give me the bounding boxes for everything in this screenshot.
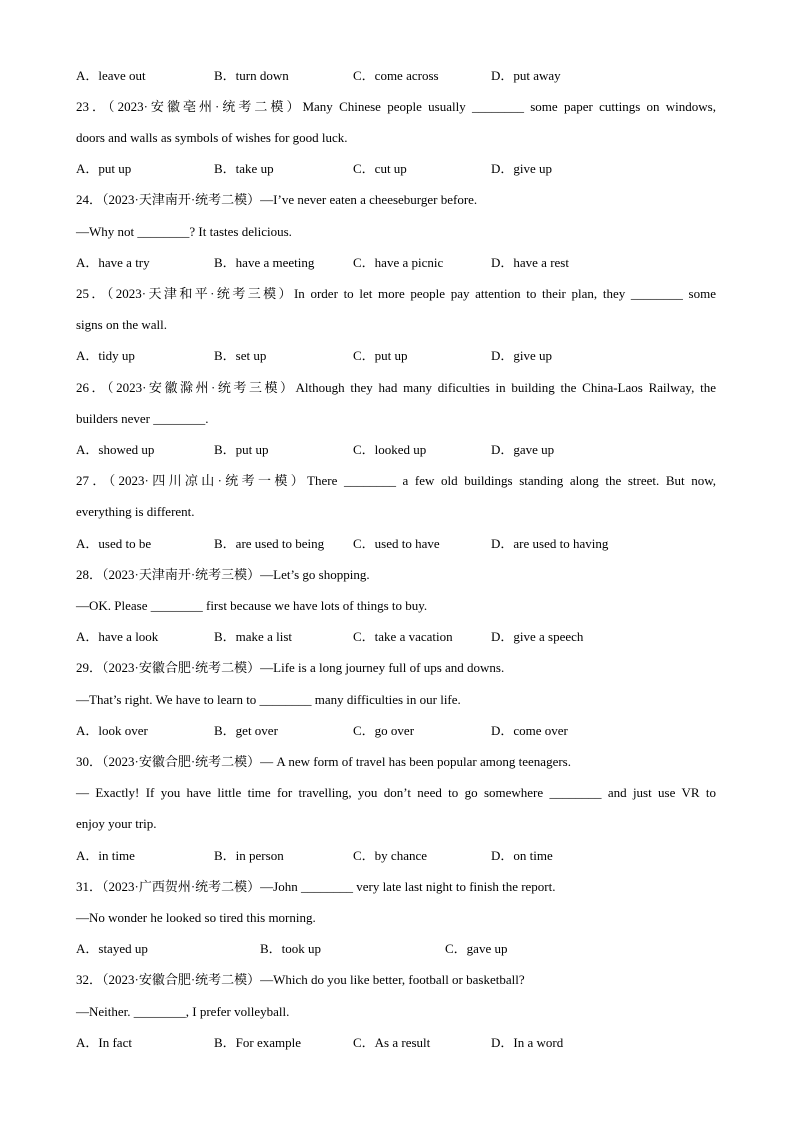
q23-options <box>76 159 716 179</box>
q24-option-c: C．have a picnic <box>353 255 444 270</box>
q29-option-a: A．look over <box>76 723 148 738</box>
q27-stem-line2: everything is different. <box>76 504 195 519</box>
q22-option-d: D．put away <box>491 68 561 83</box>
q24-option-d: D．have a rest <box>491 255 569 270</box>
q27-option-b: B．are used to being <box>214 536 325 551</box>
q26-options <box>76 440 716 460</box>
q23-option-a: A．put up <box>76 161 132 176</box>
q32-options <box>76 1033 716 1053</box>
q24-options <box>76 253 716 273</box>
q28-option-d: D．give a speech <box>491 629 584 644</box>
q27-option-a: A．used to be <box>76 536 152 551</box>
q32-option-a: A．In fact <box>76 1035 132 1050</box>
q22-option-b: B．turn down <box>214 68 289 83</box>
q26-option-b: B．put up <box>214 442 269 457</box>
q25-stem-line2: signs on the wall. <box>76 317 167 332</box>
q30-stem-line3: enjoy your trip. <box>76 816 157 831</box>
q30-stem-line1: 30．（2023·安徽合肥·统考二模）— A new form of travel has been popular among teenagers. <box>76 754 571 769</box>
q25-stem-line1: 25．（2023·天津和平·统考三模）In order to let more people pay attention to their plan, they ________ some <box>76 286 716 301</box>
q27-options <box>76 534 716 554</box>
q30-option-d: D．on time <box>491 848 553 863</box>
q27-stem-line1: 27．（2023·四川凉山·统考一模）There ________ a few old buildings standing along the street. But now, <box>76 473 716 488</box>
q32-option-d: D．In a word <box>491 1035 564 1050</box>
q31-option-b: B．took up <box>260 941 322 956</box>
q25-option-a: A．tidy up <box>76 348 135 363</box>
q31-stem-line2: —No wonder he looked so tired this morning. <box>76 910 316 925</box>
q28-stem-line2: —OK. Please ________ first because we have lots of things to buy. <box>76 598 428 613</box>
q22-options <box>76 66 716 86</box>
q29-stem-line2: —That’s right. We have to learn to ________ many difficulties in our life. <box>76 692 461 707</box>
q32-stem-line1: 32．（2023·安徽合肥·统考二模）—Which do you like better, football or basketball? <box>76 972 525 987</box>
q31-options <box>76 939 716 959</box>
q28-stem-line1: 28．（2023·天津南开·统考三模）—Let’s go shopping. <box>76 567 370 582</box>
q27-option-c: C．used to have <box>353 536 440 551</box>
q26-stem-line2: builders never ________. <box>76 411 209 426</box>
q30-options <box>76 846 716 866</box>
q23-option-b: B．take up <box>214 161 274 176</box>
q22-option-a: A．leave out <box>76 68 146 83</box>
q29-options <box>76 721 716 741</box>
q30-option-c: C．by chance <box>353 848 428 863</box>
q26-stem-line1: 26．（2023·安徽滁州·统考三模）Although they had many dificulties in building the China-Laos Railway, the <box>76 380 716 395</box>
q25-option-d: D．give up <box>491 348 553 363</box>
q25-options <box>76 346 716 366</box>
q22-option-c: C．come across <box>353 68 439 83</box>
q31-option-a: A．stayed up <box>76 941 148 956</box>
q26-option-c: C．looked up <box>353 442 427 457</box>
q25-option-c: C．put up <box>353 348 408 363</box>
q32-option-c: C．As a result <box>353 1035 431 1050</box>
q30-option-b: B．in person <box>214 848 284 863</box>
q32-stem-line2: —Neither. ________, I prefer volleyball. <box>76 1004 290 1019</box>
q29-stem-line1: 29．（2023·安徽合肥·统考二模）—Life is a long journey full of ups and downs. <box>76 660 505 675</box>
q23-stem-line2: doors and walls as symbols of wishes for good luck. <box>76 130 348 145</box>
q28-option-a: A．have a look <box>76 629 159 644</box>
q30-option-a: A．in time <box>76 848 135 863</box>
q28-option-b: B．make a list <box>214 629 292 644</box>
q30-stem-line2: — Exactly! If you have little time for travelling, you don’t need to go somewhere ________ and just use VR to <box>76 785 716 800</box>
q29-option-c: C．go over <box>353 723 415 738</box>
q25-option-b: B．set up <box>214 348 267 363</box>
q28-options <box>76 627 716 647</box>
q28-option-c: C．take a vacation <box>353 629 453 644</box>
q24-stem-line1: 24．（2023·天津南开·统考二模）—I’ve never eaten a cheeseburger before. <box>76 192 478 207</box>
q24-option-a: A．have a try <box>76 255 150 270</box>
q31-option-c: C．gave up <box>445 941 508 956</box>
q23-option-d: D．give up <box>491 161 553 176</box>
q31-stem-line1: 31．（2023·广西贺州·统考二模）—John ________ very late last night to finish the report. <box>76 879 556 894</box>
q23-stem-line1: 23．（2023·安徽亳州·统考二模）Many Chinese people usually ________ some paper cuttings on windows, <box>76 99 716 114</box>
q29-option-b: B．get over <box>214 723 278 738</box>
q23-option-c: C．cut up <box>353 161 407 176</box>
q29-option-d: D．come over <box>491 723 568 738</box>
q32-option-b: B．For example <box>214 1035 302 1050</box>
q26-option-a: A．showed up <box>76 442 155 457</box>
q26-option-d: D．gave up <box>491 442 555 457</box>
q27-option-d: D．are used to having <box>491 536 609 551</box>
q24-option-b: B．have a meeting <box>214 255 315 270</box>
q24-stem-line2: —Why not ________? It tastes delicious. <box>76 224 292 239</box>
